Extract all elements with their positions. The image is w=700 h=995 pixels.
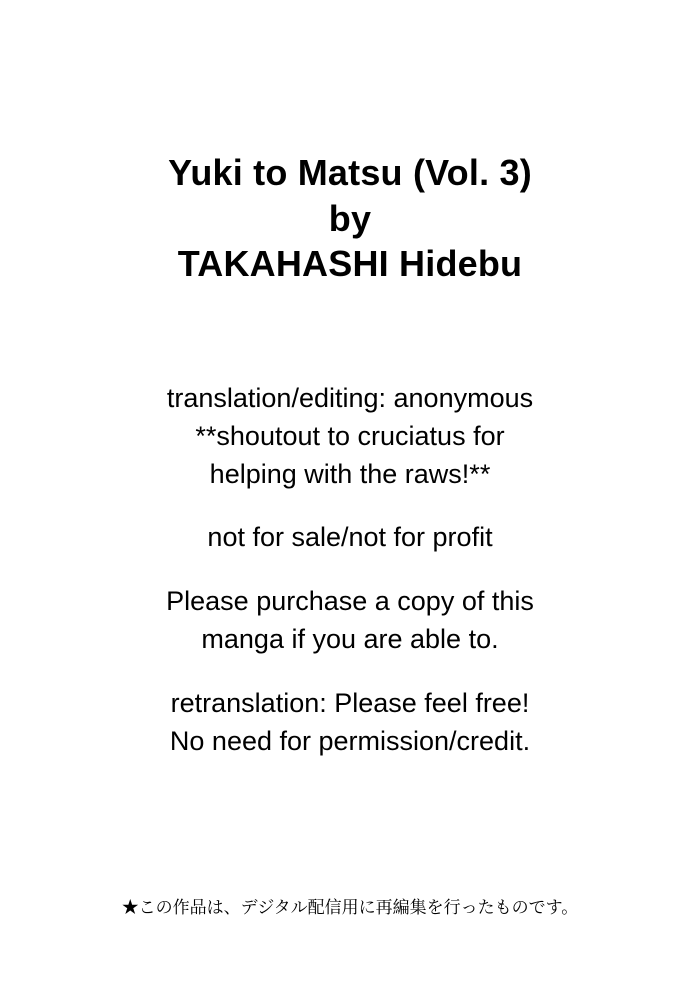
credits-spacer-3 [0,659,700,685]
credits-spacer-2 [0,557,700,583]
credit-shoutout-line-1: **shoutout to cruciatus for [195,420,505,451]
credits-block [0,380,700,760]
credit-purchase-line-2: manga if you are able to. [201,623,499,654]
credit-retranslation-line-1: retranslation: Please feel free! [170,687,530,718]
japanese-footnote: ★この作品は、デジタル配信用に再編集を行ったものです。 [121,898,579,917]
credit-translation-editing: translation/editing: anonymous [166,383,534,413]
title-line-author: TAKAHASHI Hidebu [177,243,523,285]
credit-purchase-line-1: Please purchase a copy of this [166,586,534,617]
credit-not-for-sale: not for sale/not for profit [207,522,493,553]
title-block [0,150,700,287]
title-line-work: Yuki to Matsu (Vol. 3) [168,152,532,193]
credit-retranslation-line-2: No need for permission/credit. [169,725,531,756]
title-line-by: by [328,197,372,239]
credits-spacer-1 [0,493,700,519]
credit-shoutout-line-2: helping with the raws!** [209,458,491,489]
